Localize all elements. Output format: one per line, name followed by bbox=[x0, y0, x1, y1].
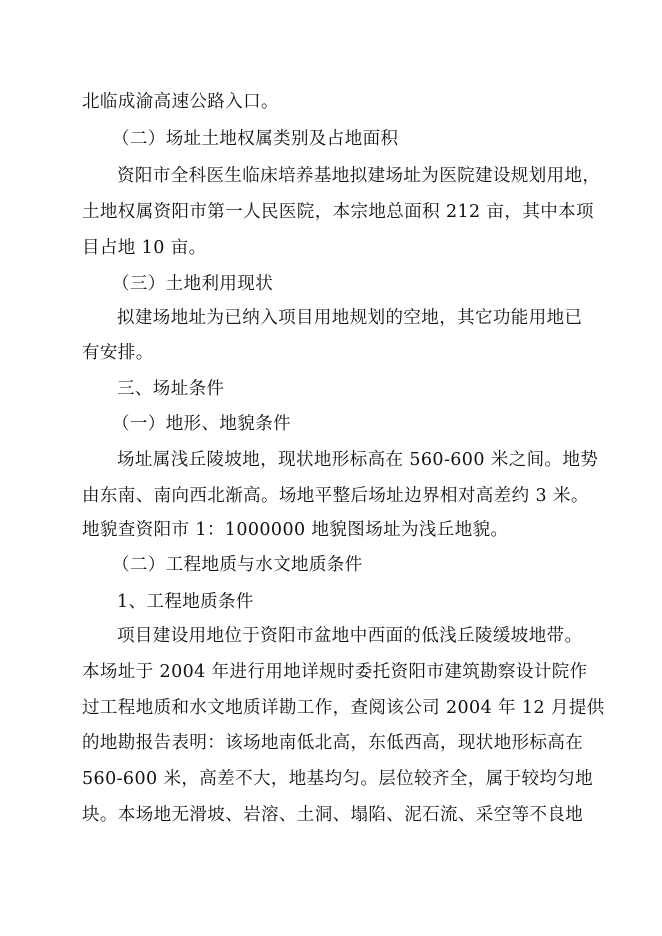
text-line-4: 土地权属资阳市第一人民医院，本宗地总面积 212 亩，其中本项 bbox=[82, 202, 594, 222]
text-line-14: （二）工程地质与水文地质条件 bbox=[112, 555, 363, 575]
text-line-1: 北临成渝高速公路入口。 bbox=[82, 92, 279, 112]
text-line-11: 场址属浅丘陵坡地，现状地形标高在 560-600 米之间。地势 bbox=[117, 450, 599, 470]
text-line-8: 有安排。 bbox=[82, 343, 154, 363]
text-line-20: 560-600 米，高差不大，地基均匀。层位较齐全，属于较均匀地 bbox=[82, 769, 594, 789]
text-line-12: 由东南、南向西北渐高。场地平整后场址边界相对高差约 3 米。 bbox=[82, 486, 589, 506]
text-line-7: 拟建场地址为已纳入项目用地规划的空地，其它功能用地已 bbox=[117, 308, 583, 328]
text-line-21: 块。本场地无滑坡、岩溶、土洞、塌陷、泥石流、采空等不良地 bbox=[82, 805, 584, 825]
text-line-18: 过工程地质和水文地质详勘工作，查阅该公司 2004 年 12 月提供 bbox=[82, 698, 605, 718]
text-line-17: 本场址于 2004 年进行用地详规时委托资阳市建筑勘察设计院作 bbox=[82, 662, 588, 682]
text-line-13: 地貌查资阳市 1：1000000 地貌图场址为浅丘地貌。 bbox=[82, 520, 509, 540]
text-line-16: 项目建设用地位于资阳市盆地中西面的低浅丘陵缓坡地带。 bbox=[117, 626, 583, 646]
text-line-19: 的地勘报告表明：该场地南低北高，东低西高，现状地形标高在 bbox=[82, 733, 584, 753]
text-line-6: （三）土地利用现状 bbox=[112, 274, 274, 294]
text-line-3: 资阳市全科医生临床培养基地拟建场址为医院建设规划用地， bbox=[117, 166, 601, 186]
text-line-15: 1、工程地质条件 bbox=[117, 592, 254, 612]
text-line-5: 目占地 10 亩。 bbox=[82, 238, 207, 258]
text-line-2: （二）场址土地权属类别及占地面积 bbox=[112, 129, 399, 149]
text-line-10: （一）地形、地貌条件 bbox=[112, 414, 291, 434]
text-line-9: 三、场址条件 bbox=[117, 379, 225, 399]
